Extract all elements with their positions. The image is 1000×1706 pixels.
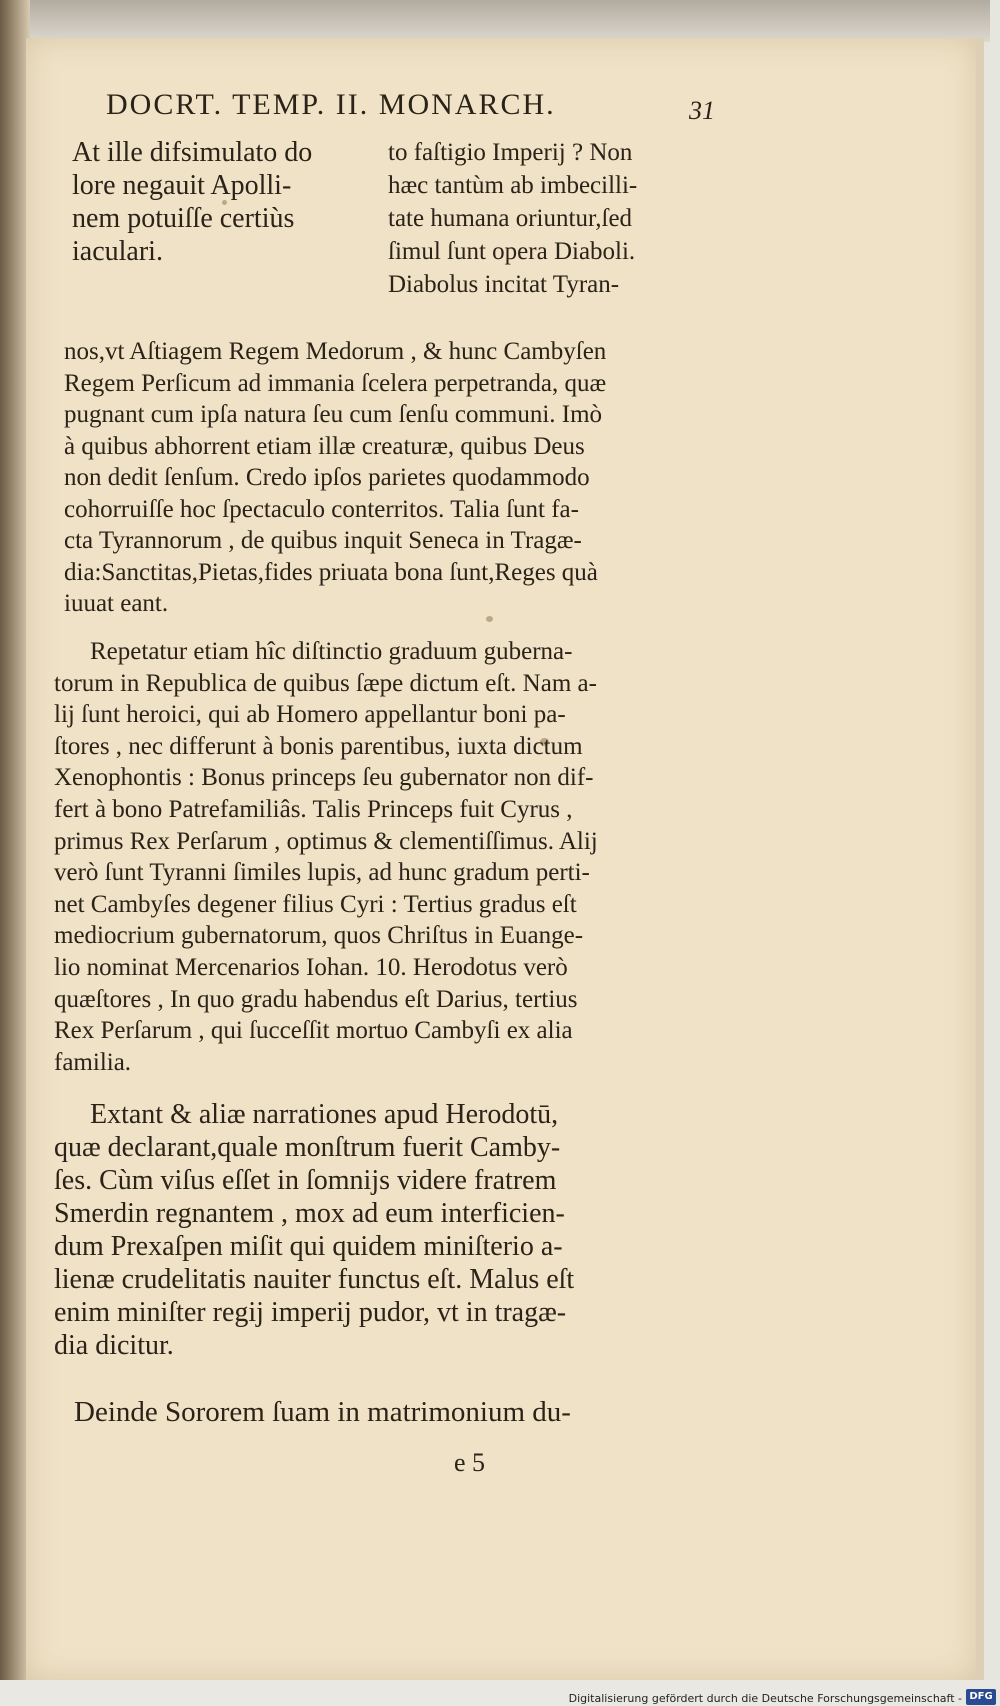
text-line: dum Prexaſpen miſit qui quidem miniſterio a- — [54, 1231, 563, 1262]
two-column-section — [42, 136, 712, 336]
text-line: tate humana oriuntur,ſed — [388, 205, 633, 232]
right-column — [388, 136, 728, 301]
paragraph-3 — [54, 1098, 724, 1362]
text-line: mediocrium gubernatorum, quos Chriſtus in Euange- — [54, 922, 584, 950]
text-line: iuuat eant. — [64, 590, 169, 617]
text-line: iaculari. — [72, 236, 163, 267]
text-line: dia:Sanctitas,Pietas,fides priuata bona ſunt,Reges quà — [64, 558, 598, 586]
text-line: Diabolus incitat Tyran- — [388, 271, 620, 298]
text-line: lore negauit Apolli- — [72, 170, 292, 201]
text-line: pugnant cum ipſa natura ſeu cum ſenſu communi. Imò — [64, 401, 603, 428]
running-head: DOCRT. TEMP. II. MONARCH. — [106, 88, 556, 121]
text-line: nem potuiſſe certiùs — [72, 203, 295, 234]
text-line: hæc tantùm ab imbecilli- — [388, 172, 638, 199]
scan-top-shadow — [30, 0, 990, 42]
text-line: At ille difsimulato do — [72, 137, 313, 168]
paragraph-1-continuation — [64, 336, 724, 620]
text-line: Smerdin regnantem , mox ad eum interficien- — [54, 1198, 565, 1229]
dfg-logo-icon: DFG — [966, 1689, 996, 1705]
text-line: net Cambyſes degener filius Cyri : Tertius gradus eſt — [54, 890, 577, 918]
book-page — [26, 38, 984, 1680]
page-number: 31 — [689, 96, 715, 125]
text-line: Xenophontis : Bonus princeps ſeu gubernator non dif- — [54, 764, 594, 792]
text-line: Deinde Sororem ſuam in matrimonium du- — [74, 1396, 571, 1428]
text-line: dia dicitur. — [54, 1330, 174, 1361]
text-line: fert à bono Patrefamiliâs. Talis Princeps fuit Cyrus , — [54, 795, 573, 823]
text-line: familia. — [54, 1048, 132, 1076]
text-line: quæſtores , In quo gradu habendus eſt Darius, tertius — [54, 985, 578, 1013]
text-line: nos,vt Aſtiagem Regem Medorum , & hunc Cambyſen — [64, 338, 607, 365]
text-line: cta Tyrannorum , de quibus inquit Seneca in Tragæ- — [64, 527, 582, 554]
text-line: quæ declarant,quale monſtrum fuerit Camby- — [54, 1132, 561, 1163]
text-line: ſes. Cùm viſus eſſet in ſomnijs videre fratrem — [54, 1165, 557, 1196]
text-line: ſtores , nec differunt à bonis parentibus, iuxta dictum — [54, 732, 583, 760]
text-line: Rex Perſarum , qui ſucceſſit mortuo Cambyſi ex alia — [54, 1017, 573, 1045]
paragraph-2 — [54, 636, 724, 1078]
paragraph-4 — [74, 1396, 724, 1429]
text-line: Regem Perſicum ad immania ſcelera perpetranda, quæ — [64, 369, 607, 397]
text-line: lienæ crudelitatis nauiter functus eſt. Malus eſt — [54, 1264, 575, 1295]
left-column — [72, 136, 372, 268]
text-line: non dedit ſenſum. Credo ipſos parietes quodammodo — [64, 464, 590, 491]
text-line: verò ſunt Tyranni ſimiles lupis, ad hunc gradum perti- — [54, 859, 590, 887]
signature-mark: e 5 — [454, 1448, 486, 1477]
text-line: Repetatur etiam hîc diſtinctio graduum guberna- — [90, 638, 573, 665]
text-line: lio nominat Mercenarios Iohan. 10. Herodotus verò — [54, 953, 568, 981]
text-line: torum in Republica de quibus ſæpe dictum eſt. Nam a- — [54, 669, 597, 697]
text-line: to faſtigio Imperij ? Non — [388, 139, 633, 166]
text-line: Extant & aliæ narrationes apud Herodotū, — [90, 1099, 559, 1130]
text-line: lij ſunt heroici, qui ab Homero appellantur boni pa- — [54, 701, 566, 729]
text-line: ſimul ſunt opera Diaboli. — [388, 238, 636, 265]
text-line: primus Rex Perſarum , optimus & clementiſſimus. Alij — [54, 827, 598, 855]
text-line: cohorruiſſe hoc ſpectaculo conterritos. Talia ſunt fa- — [64, 495, 579, 523]
text-line: enim miniſter regij imperij pudor, vt in tragæ- — [54, 1297, 567, 1328]
text-line: à quibus abhorrent etiam illæ creaturæ, quibus Deus — [64, 432, 585, 460]
digitization-credit: Digitalisierung gefördert durch die Deutsche Forschungsgemeinschaft - — [568, 1692, 962, 1705]
